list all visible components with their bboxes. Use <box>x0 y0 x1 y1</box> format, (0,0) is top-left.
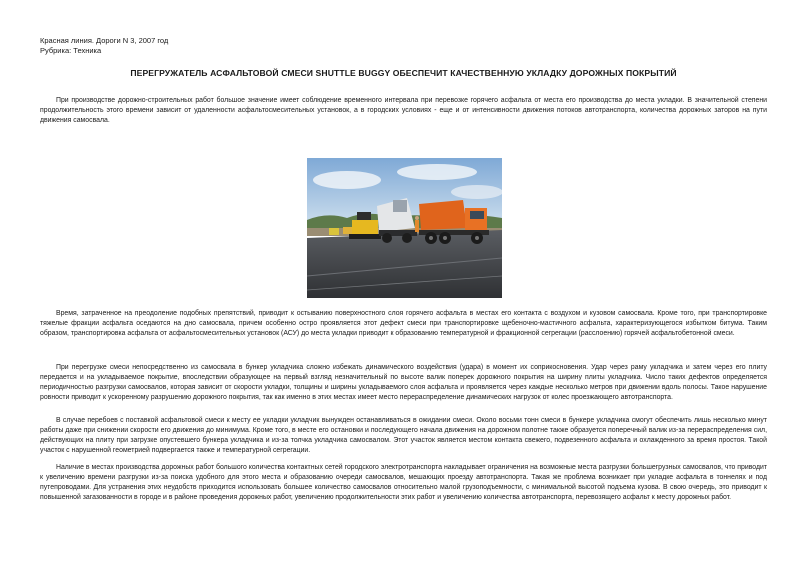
source-line: Красная линия. Дороги N 3, 2007 год <box>40 36 169 45</box>
article-title: ПЕРЕГРУЖАТЕЛЬ АСФАЛЬТОВОЙ СМЕСИ SHUTTLE BUGGY ОБЕСПЕЧИТ КАЧЕСТВЕННУЮ УКЛАДКУ ДОРОЖНЫХ ПОКРЫТИЙ <box>130 68 677 78</box>
paragraph-cooling: Время, затраченное на преодоление подобных препятствий, приводит к остыванию поверхностного слоя горячего асфальта в местах его контакта с воздухом и кузовом самосвала. Кроме того, при транспортировке тяжелые фракции асфальта оседаются на дно самосвала, причем особенно остро проявляется этот дефект смеси при транспортировке щебеночно-мастичного асфальта, характеризующегося избытком битума. Таким образом, транспортировка асфальта от асфальтосмесительных установок (АСУ) до места укладки приводит к образованию температурной и фракционной сегрегации (расслоению) горячей асфальтобетонной смеси. <box>40 310 767 337</box>
paragraph-intro: При производстве дорожно-строительных работ большое значение имеет соблюдение временного интервала при перевозке горячего асфальта от места его производства до места укладки. В значительной степени продолжительность этого времени зависит от удаленности асфальтосмесительных установок, а в городских условиях - еще и от интенсивности движения потоков автотранспорта, количества дорожных заторов на пути движения самосвала. <box>40 97 767 124</box>
paragraph-supply-interruptions: В случае перебоев с поставкой асфальтовой смеси к месту ее укладки укладчик вынужден останавливаться в ожидании смеси. Около восьми тонн смеси в бункере укладчика смогут обеспечить лишь несколько минут работы даже при снижении скорости его движения до минимума. Кроме того, в месте его остановки и последующего начала движения на дорожном полотне также образуется поперечный валик из-за перераспределения сил, действующих на плиту при загрузке опустевшего бункера укладчика и из-за толчка укладчика самосвалом. Этот участок является местом контакта свежего, подвезенного асфальта и охлажденного за время простоя. Такой участок с нарушенной геометрией подвергается также и температурной сегрегации. <box>40 417 767 454</box>
road-paving-photo <box>307 158 502 298</box>
rubric-line: Рубрика: Техника <box>40 46 102 55</box>
document-meta <box>40 36 168 56</box>
paragraph-impact: При перегрузке смеси непосредственно из самосвала в бункер укладчика сложно избежать динамического воздействия (удара) в момент их соприкосновения. Удар через раму укладчика и затем через его плиту передается и на укладываемое покрытие, впоследствии образующее на первый взгляд незначительный по высоте валик поперек дорожного покрытия на ширину плиты укладчика. Число таких дефектов определяется периодичностью разгрузки самосвалов, которая зависит от скорости укладки, толщины и ширины укладываемого слоя асфальта и проявляется через каждые несколько метров при движении вдоль полосы. Такое нарушение ровности приводит к ускоренному разрушению дорожного покрытия, так как именно в этих местах имеет место перераспределение динамических нагрузок от колес проезжающего автотранспорта. <box>40 364 767 401</box>
paragraph-urban-constraints: Наличие в местах производства дорожных работ большого количества контактных сетей городского электротранспорта накладывает ограничения на возможные места разгрузки большегрузных самосвалов, что приводит к увеличению времени разгрузки из-за поиска удобного для этого места и образованию очереди самосвалов, мешающих проезду автотранспорта. Такая же проблема возникает при укладке асфальта в тоннелях и под путепроводами. Для устранения этих неудобств приходится использовать большее количество самосвалов относительно малой грузоподъемности, с минимальной высотой подъема кузова. В свою очередь, это приводит к повышенной загазованности в городе и в районе проведения дорожных работ, увеличению продолжительности этих работ и увеличению количества автотранспорта, перевозящего асфальт к месту дорожных работ. <box>40 464 767 501</box>
